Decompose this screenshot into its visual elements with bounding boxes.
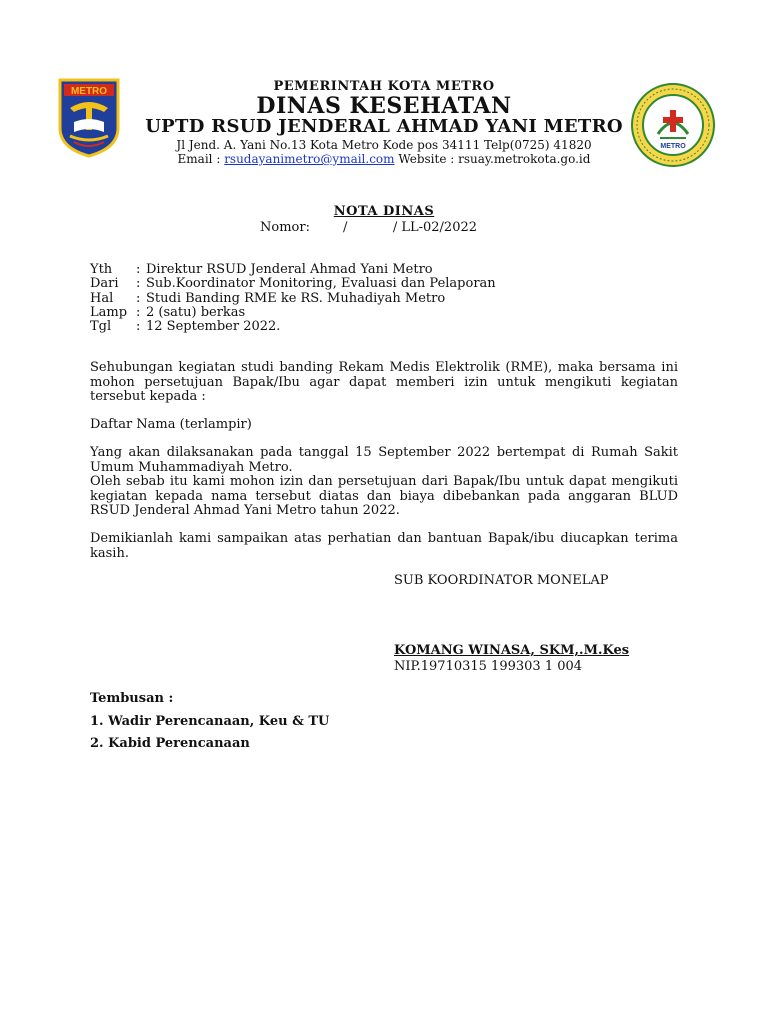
cc-item: 2. Kabid Perencanaan — [90, 736, 250, 751]
meta-key: Lamp — [90, 304, 128, 320]
meta-key: Yth — [90, 262, 113, 277]
meta-value: Direktur RSUD Jenderal Ahmad Yani Metro — [146, 262, 433, 277]
meta-separator: : — [136, 276, 141, 292]
document-title: NOTA DINAS — [333, 204, 435, 219]
crest-logo-text: METRO — [70, 86, 108, 97]
signatory-role: SUB KOORDINATOR MONELAP — [394, 573, 609, 588]
meta-value: Studi Banding RME ke RS. Muhadiyah Metro — [146, 290, 446, 306]
meta-separator: : — [136, 304, 141, 320]
meta-value: 12 September 2022. — [146, 319, 281, 335]
meta-value: Sub.Koordinator Monitoring, Evaluasi dan Pelaporan — [146, 276, 496, 292]
meta-key: Dari — [90, 276, 119, 292]
body-paragraph-details — [90, 446, 678, 519]
document-number: Nomor: / / LL-02/2022 — [260, 220, 478, 235]
contact-line — [0, 152, 768, 166]
meta-row-dari — [90, 277, 496, 291]
cc-item: 1. Wadir Perencanaan, Keu & TU — [90, 714, 330, 729]
signatory-name: KOMANG WINASA, SKM,.M.Kes — [394, 643, 630, 658]
website-label: Website : — [394, 152, 459, 166]
meta-separator: : — [136, 262, 141, 277]
body-paragraph-names: Daftar Nama (terlampir) — [90, 417, 252, 432]
unit-header: UPTD RSUD JENDERAL AHMAD YANI METRO — [145, 116, 623, 137]
agency-header: DINAS KESEHATAN — [256, 93, 512, 119]
memo-meta-table — [90, 263, 496, 334]
seal-logo-text: METRO — [660, 143, 686, 150]
body-paragraph-intro: Sehubungan kegiatan studi banding Rekam Medis Elektrolik (RME), maka bersama ini mohon persetujuan Bapak/Ibu agar dapat memberi izin untuk mengikuti kegiatan tersebut kepada : — [90, 360, 678, 404]
website-text: rsuay.metrokota.go.id — [458, 152, 591, 166]
meta-separator: : — [136, 319, 141, 335]
body-paragraph-request: Oleh sebab itu kami mohon izin dan persetujuan dari Bapak/Ibu untuk dapat mengikuti kegiatan kepada nama tersebut diatas dan biaya dibebankan pada anggaran BLUD RSUD Jenderal Ahmad Yani Metro tahun 2022. — [90, 474, 678, 518]
meta-row-yth — [90, 263, 496, 277]
government-header: PEMERINTAH KOTA METRO — [273, 79, 495, 94]
cc-title: Tembusan : — [90, 691, 174, 706]
body-paragraph-closing: Demikianlah kami sampaikan atas perhatian dan bantuan Bapak/ibu diucapkan terima kasih. — [90, 531, 678, 561]
email-label: Email : — [177, 152, 225, 166]
meta-separator: : — [136, 290, 141, 306]
body-paragraph-schedule: Yang akan dilaksanakan pada tanggal 15 September 2022 bertempat di Rumah Sakit Umum Muhammadiyah Metro. — [90, 445, 678, 475]
signatory-nip: NIP.19710315 199303 1 004 — [394, 659, 583, 674]
address-line: Jl Jend. A. Yani No.13 Kota Metro Kode pos 34111 Telp(0725) 41820 — [176, 138, 592, 152]
meta-value: 2 (satu) berkas — [146, 304, 246, 320]
meta-key: Tgl — [90, 319, 112, 335]
email-link[interactable]: rsudayanimetro@ymail.com — [224, 152, 395, 166]
meta-key: Hal — [90, 290, 114, 306]
meta-row-tgl — [90, 320, 496, 334]
meta-row-lamp — [90, 306, 496, 320]
meta-row-hal — [90, 292, 496, 306]
